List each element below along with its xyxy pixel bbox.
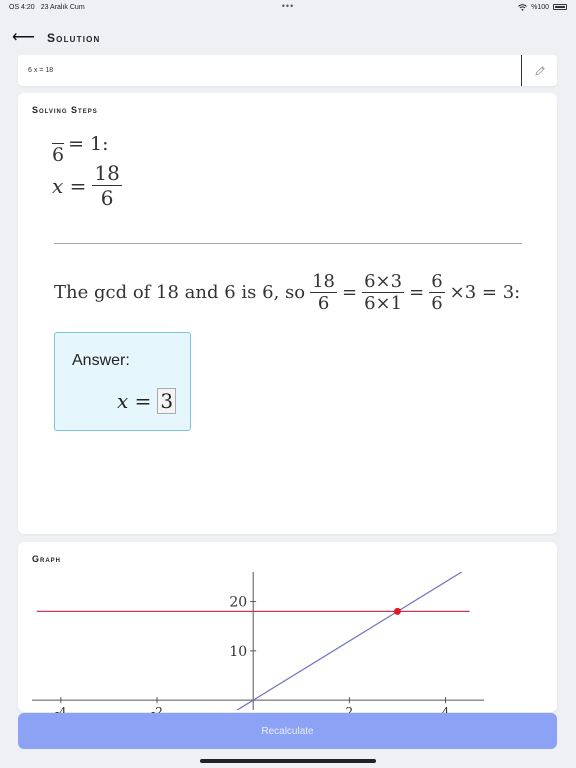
step-3: The gcd of 18 and 6 is 6, so $\frac{18}{6}$ = $\frac{6\times 3}{6\times 1}$ = $\frac{6}{6}$ ×3 = 3:	[54, 271, 521, 315]
home-indicator[interactable]	[200, 759, 376, 763]
equation-card	[18, 55, 557, 86]
page-header	[12, 28, 101, 48]
answer-lhs: x =	[117, 389, 152, 413]
recalculate-button[interactable]: Recalculate	[18, 713, 557, 749]
battery-percent: %100	[531, 3, 549, 11]
step-3-fraction-2: $\frac{6\times 3}{6\times 1}$	[364, 271, 403, 315]
answer-label: Answer:	[72, 352, 130, 369]
pencil-icon	[534, 65, 546, 77]
answer-equation	[117, 388, 176, 414]
solving-steps-title: Solving Steps	[32, 105, 98, 115]
step-3-text: The gcd of 18 and 6 is 6, so	[54, 282, 306, 304]
graph-card	[18, 542, 557, 712]
step-2	[52, 161, 122, 210]
intersection-point	[394, 608, 401, 615]
step-1-fraction	[52, 121, 64, 166]
step-2-denominator: 6	[100, 186, 114, 211]
graph-plot[interactable]	[18, 542, 557, 712]
equation-input[interactable]	[18, 67, 521, 74]
solving-steps-card	[18, 93, 557, 534]
step-divider	[54, 243, 522, 244]
status-date: 23 Aralık Cum	[40, 3, 85, 11]
status-time: OS 4:20	[9, 3, 35, 11]
back-arrow-icon[interactable]: ⟵	[12, 29, 35, 46]
step-2-numerator: 18	[94, 161, 120, 185]
status-bar	[0, 0, 576, 14]
step-1-rhs: = 1:	[68, 132, 109, 155]
wifi-icon	[518, 4, 527, 11]
answer-box	[54, 332, 191, 431]
step-3-fraction-3: $\frac{6}{6}$	[431, 271, 443, 315]
edit-button[interactable]	[522, 55, 557, 86]
step-3-fraction-1: $\frac{18}{6}$	[312, 271, 336, 315]
answer-value: 3	[157, 388, 176, 414]
step-1	[52, 121, 109, 166]
y-tick-label: 20	[229, 594, 248, 611]
step-2-fraction	[92, 161, 121, 210]
y-tick-label: 10	[229, 643, 248, 660]
graph-title: Graph	[32, 554, 62, 564]
multitasking-dots-icon[interactable]: •••	[281, 1, 295, 11]
page-title: Solution	[46, 31, 101, 45]
step-2-lhs: x =	[52, 173, 87, 198]
battery-icon	[553, 4, 567, 10]
step-1-denominator: 6	[52, 144, 65, 167]
